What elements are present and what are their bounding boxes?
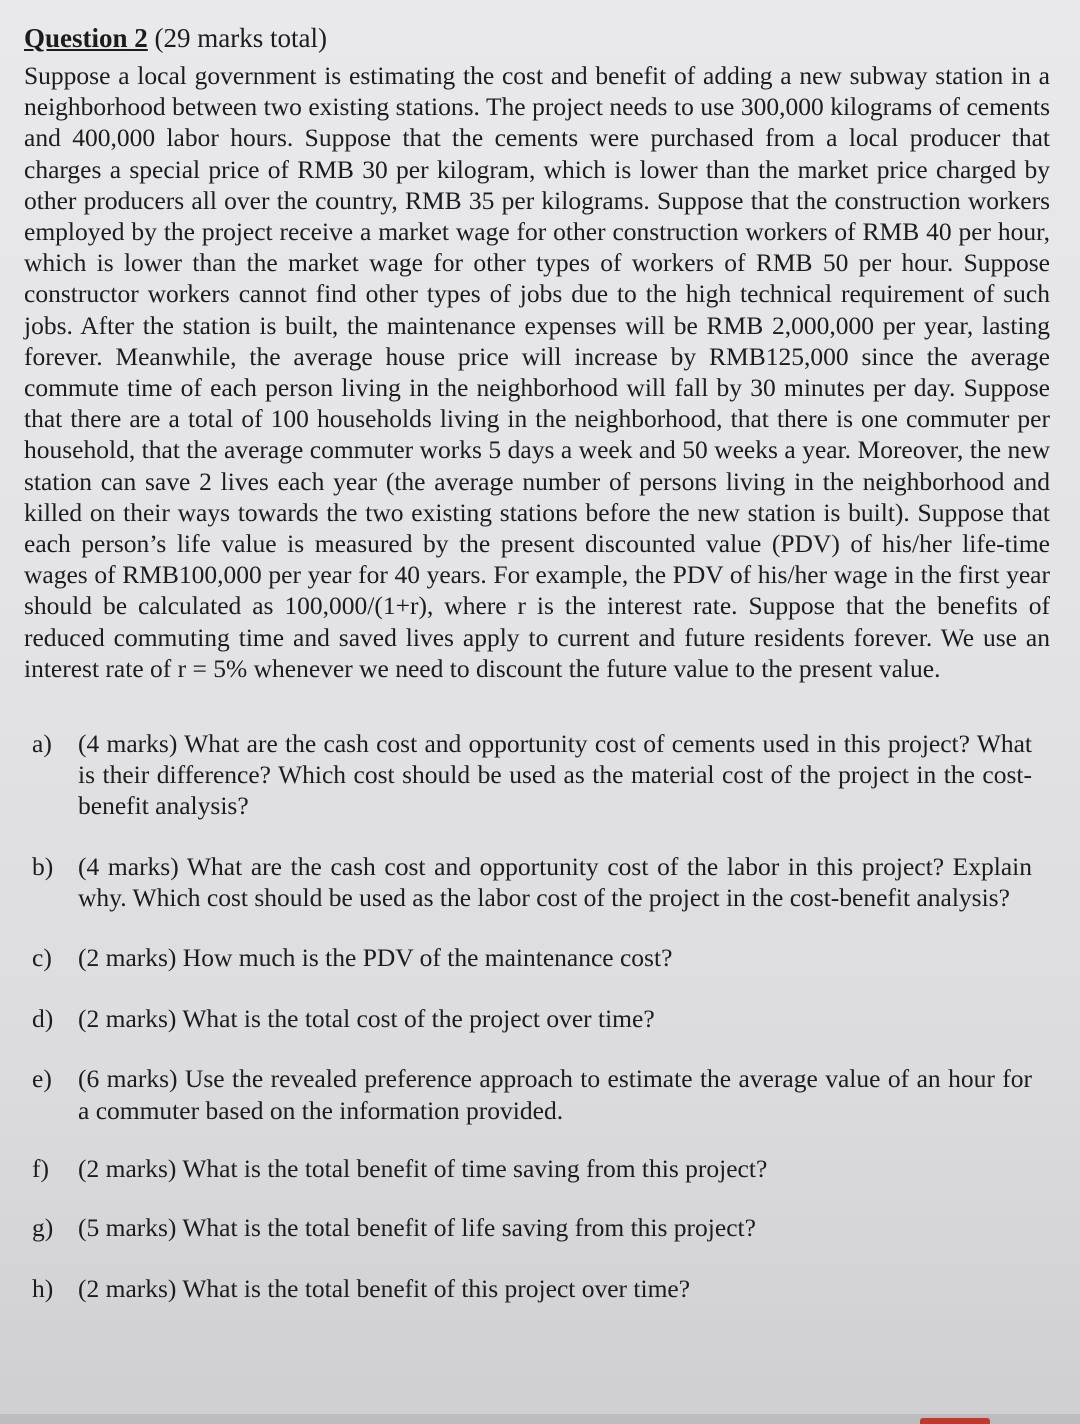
sub-question-text: (2 marks) What is the total cost of the project over time? (78, 1004, 655, 1034)
sub-question-letter: c) (32, 943, 52, 973)
sub-question-letter: a) (32, 729, 52, 759)
sub-question-letter: f) (32, 1153, 49, 1183)
sub-question-text: (2 marks) How much is the PDV of the maintenance cost? (78, 943, 673, 973)
sub-question-letter: e) (32, 1064, 52, 1094)
photo-bottom-edge (0, 1414, 1080, 1424)
sub-question-c (24, 942, 1056, 973)
sub-question-b (24, 851, 1056, 913)
sub-question-letter: d) (32, 1004, 54, 1034)
sub-question-h (24, 1273, 1056, 1304)
sub-question-d (24, 1003, 1056, 1034)
sub-question-text: (5 marks) What is the total benefit of life saving from this project? (78, 1213, 756, 1243)
question-intro-paragraph: Suppose a local government is estimating the cost and benefit of adding a new subway station in a neighborhood between two existing stations. The project needs to use 300,000 kilograms of cements and 400,000 labor hours. Suppose that the cements were purchased from a local producer that charges a special price of RMB 30 per kilogram, which is lower than the market price charged by other producers all over the country, RMB 35 per kilograms. Suppose that the construction workers employed by the project receive a market wage for other construction workers of RMB 40 per hour, which is lower than the market wage for other types of workers of RMB 50 per hour. Suppose constructor workers cannot find other types of jobs due to the high technical requirement of such jobs. After the station is built, the maintenance expenses will be RMB 2,000,000 per year, lasting forever. Meanwhile, the average house price will increase by RMB125,000 since the average commute time of each person living in the neighborhood will fall by 30 minutes per day. Suppose that there are a total of 100 households living in the neighborhood, that there is one commuter per household, that the average commuter works 5 days a week and 50 weeks a year. Moreover, the new station can save 2 lives each year (the average number of persons living in the neighborhood and killed on their ways towards the two existing stations before the new station is built). Suppose that each person’s life value is measured by the present discounted value (PDV) of his/her life-time wages of RMB100,000 per year for 40 years. For example, the PDV of his/her wage in the first year should be calculated as 100,000/(1+r), where r is the interest rate. Suppose that the benefits of reduced commuting time and saved lives apply to current and future residents forever. We use an interest rate of r = 5% whenever we need to discount the future value to the present value. (24, 61, 1050, 683)
question-title: Question 2 (24, 23, 148, 53)
sub-question-g (24, 1212, 1056, 1243)
sub-question-a (24, 728, 1056, 822)
sub-question-letter: h) (32, 1274, 54, 1304)
sub-question-text: (6 marks) Use the revealed preference approach to estimate the average value of an hour for a commuter based on the information provided. (78, 1064, 1032, 1125)
sub-question-text: (2 marks) What is the total benefit of this project over time? (78, 1274, 691, 1304)
question-heading (24, 20, 1056, 56)
sub-question-letter: b) (32, 851, 54, 881)
sub-question-f (24, 1153, 1056, 1184)
sub-question-text: (4 marks) What are the cash cost and opportunity cost of the labor in this project? Explain why. Which cost should be used as the labor cost of the project in the cost-benefit analysis? (78, 851, 1032, 912)
sub-question-letter: g) (32, 1213, 54, 1243)
sub-question-e (24, 1063, 1056, 1125)
question-marks: (29 marks total) (154, 23, 327, 53)
sub-question-text: (2 marks) What is the total benefit of time saving from this project? (78, 1153, 768, 1183)
sub-question-list (24, 728, 1056, 1304)
sub-question-text: (4 marks) What are the cash cost and opportunity cost of cements used in this project? What is their difference? Which cost should be used as the material cost of the project in the cost-benefit analysis? (78, 729, 1032, 821)
red-edge-mark (920, 1418, 990, 1424)
